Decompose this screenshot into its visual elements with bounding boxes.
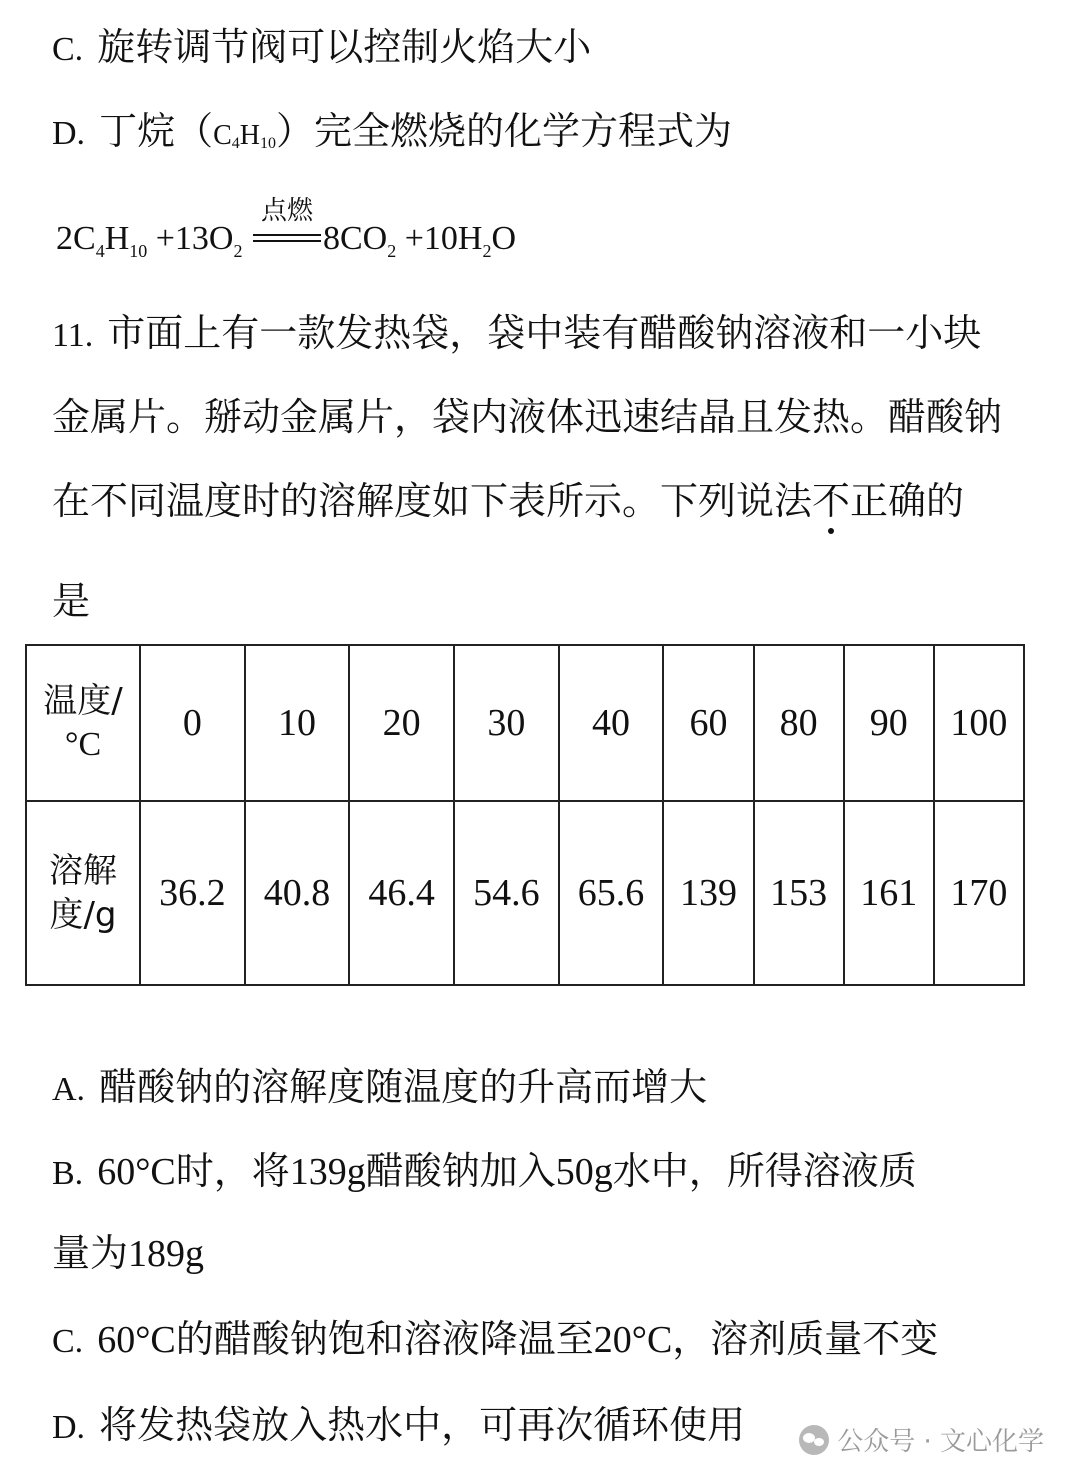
table-cell: 170 bbox=[934, 801, 1024, 985]
option-text: 量为 bbox=[52, 1231, 129, 1275]
option-text: 完全燃烧的化学方程式为 bbox=[314, 109, 733, 153]
formula-c: C bbox=[213, 120, 232, 151]
question-stem-line-3 bbox=[52, 480, 964, 524]
question-text: 是 bbox=[52, 579, 91, 623]
watermark bbox=[799, 1421, 1044, 1458]
question-text: 正确的 bbox=[850, 479, 965, 523]
question-number: 11. bbox=[52, 317, 94, 354]
option-d-prev bbox=[52, 110, 732, 154]
option-c bbox=[52, 1318, 938, 1363]
option-d bbox=[52, 1404, 745, 1448]
eq-subscript: 2 bbox=[233, 241, 243, 261]
header-text: 溶解 bbox=[49, 850, 117, 891]
option-b-line-2 bbox=[52, 1232, 204, 1277]
wechat-icon bbox=[799, 1425, 829, 1455]
eq-term: +10H bbox=[396, 220, 483, 257]
emphasis-text: 不 bbox=[812, 479, 851, 523]
table-cell: 54.6 bbox=[454, 801, 559, 985]
subscript: 4 bbox=[231, 135, 240, 152]
option-text: 醋酸钠的溶解度随温度的升高而增大 bbox=[99, 1065, 708, 1109]
option-label: C. bbox=[52, 1323, 84, 1360]
eq-term: 8CO bbox=[322, 220, 388, 257]
watermark-text: 公众号 · 文心化学 bbox=[837, 1427, 1044, 1457]
table-row-solubility bbox=[26, 801, 1024, 985]
table-cell: 30 bbox=[454, 645, 559, 801]
eq-term: +13O bbox=[147, 220, 234, 257]
table-cell: 0 bbox=[140, 645, 245, 801]
header-unit: 度/g bbox=[49, 895, 117, 935]
option-value: 139g bbox=[289, 1151, 366, 1193]
question-text: 在不同温度时的溶解度如下表所示。下列说法 bbox=[52, 479, 813, 523]
eq-subscript: 2 bbox=[387, 241, 397, 261]
table-cell: 10 bbox=[245, 645, 350, 801]
question-stem-line-4 bbox=[52, 580, 90, 624]
question-text: 市面上有一款发热袋，袋中装有醋酸钠溶液和一小块 bbox=[107, 311, 982, 355]
option-text: 的醋酸钠饱和溶液降温至 bbox=[175, 1317, 594, 1361]
option-label: C. bbox=[52, 31, 84, 68]
option-c-prev bbox=[52, 26, 591, 70]
eq-term: H bbox=[104, 220, 130, 257]
option-text: 时，将 bbox=[175, 1149, 290, 1193]
option-text: 旋转调节阀可以控制火焰大小 bbox=[97, 25, 592, 69]
eq-subscript: 10 bbox=[129, 241, 148, 261]
option-value: 20°C bbox=[593, 1319, 673, 1361]
option-value: 60°C bbox=[97, 1151, 176, 1193]
question-text: 金属片。掰动金属片，袋内液体迅速结晶且发热。醋酸钠 bbox=[52, 395, 1003, 439]
equals-line bbox=[253, 234, 321, 236]
equals-line bbox=[253, 240, 321, 242]
table-row-temperature bbox=[26, 645, 1024, 801]
eq-subscript: 2 bbox=[482, 241, 492, 261]
row-header-temperature bbox=[26, 645, 140, 801]
question-stem-line-1 bbox=[52, 312, 981, 356]
eq-subscript: 4 bbox=[95, 241, 105, 261]
row-header-solubility bbox=[26, 801, 140, 985]
option-a bbox=[52, 1066, 707, 1110]
chemical-equation bbox=[56, 196, 517, 262]
option-value: 50g bbox=[555, 1151, 613, 1193]
option-value: 60°C bbox=[97, 1319, 176, 1361]
emphasis-not bbox=[812, 480, 850, 524]
option-label: D. bbox=[52, 1409, 86, 1446]
option-label: A. bbox=[52, 1071, 86, 1108]
subscript: 10 bbox=[260, 135, 277, 152]
eq-term: 2C bbox=[56, 220, 96, 257]
solubility-table bbox=[25, 644, 1025, 986]
table-cell: 20 bbox=[349, 645, 454, 801]
table-cell: 153 bbox=[754, 801, 844, 985]
table-cell: 40 bbox=[559, 645, 664, 801]
table-cell: 36.2 bbox=[140, 801, 245, 985]
option-text: 将发热袋放入热水中，可再次循环使用 bbox=[99, 1403, 746, 1447]
eq-term: O bbox=[491, 220, 517, 257]
option-label: D. bbox=[52, 115, 86, 152]
option-text: 丁烷 bbox=[99, 109, 176, 153]
table-cell: 46.4 bbox=[349, 801, 454, 985]
header-text: 温度/ bbox=[43, 680, 123, 721]
paren-open: （ bbox=[175, 109, 214, 153]
reaction-arrow bbox=[251, 196, 323, 258]
option-text: 水中，所得溶液质 bbox=[612, 1149, 917, 1193]
reaction-condition: 点燃 bbox=[260, 196, 313, 227]
table-cell: 100 bbox=[934, 645, 1024, 801]
option-b bbox=[52, 1150, 917, 1195]
table-cell: 60 bbox=[663, 645, 753, 801]
header-unit: °C bbox=[64, 726, 102, 763]
paren-close: ） bbox=[276, 109, 315, 153]
table-cell: 161 bbox=[844, 801, 934, 985]
table-cell: 65.6 bbox=[559, 801, 664, 985]
question-stem-line-2 bbox=[52, 396, 1002, 440]
table-cell: 40.8 bbox=[245, 801, 350, 985]
table-cell: 90 bbox=[844, 645, 934, 801]
option-value: 189g bbox=[128, 1233, 205, 1275]
option-text: ，溶剂质量不变 bbox=[672, 1317, 939, 1361]
table-cell: 80 bbox=[754, 645, 844, 801]
option-text: 醋酸钠加入 bbox=[365, 1149, 556, 1193]
formula-h: H bbox=[239, 120, 261, 151]
table-cell: 139 bbox=[663, 801, 753, 985]
option-label: B. bbox=[52, 1155, 84, 1192]
emphasis-dot bbox=[828, 528, 834, 534]
